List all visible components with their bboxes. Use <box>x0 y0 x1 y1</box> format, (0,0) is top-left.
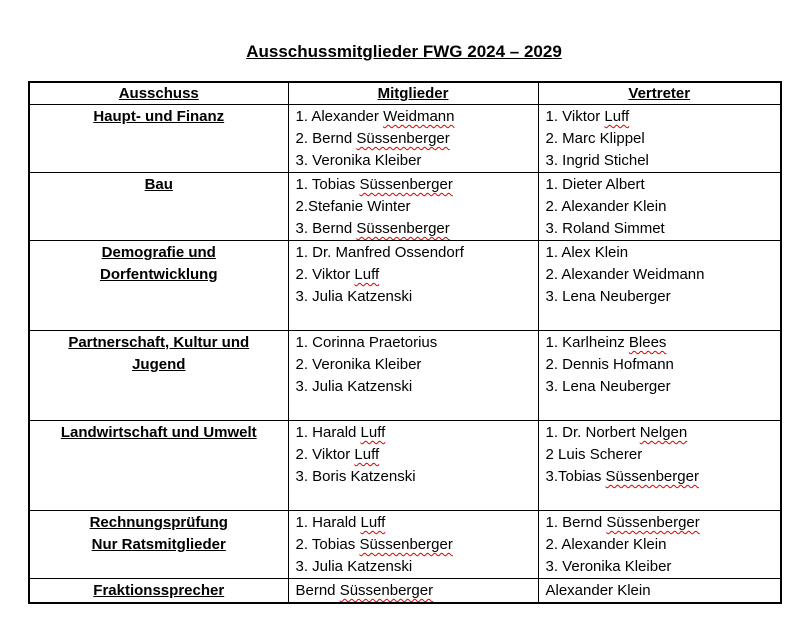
ausschuss-label: Dorfentwicklung <box>99 266 218 283</box>
ausschuss-cell <box>29 579 288 604</box>
member-name-text: 1. Alexander <box>295 108 384 125</box>
column-header-ausschuss: Ausschuss <box>29 82 288 105</box>
mitglieder-cell <box>288 421 538 511</box>
member-name-text: 3. Julia Katzenski <box>295 288 413 305</box>
vertreter-cell <box>538 511 781 579</box>
member-name-text: 3. Julia Katzenski <box>295 378 413 395</box>
ausschuss-cell <box>29 241 288 331</box>
member-name-text: 2. Viktor <box>295 266 355 283</box>
member-line <box>546 376 777 398</box>
misspelled-word: Süssenberger <box>356 130 450 147</box>
misspelled-word: Luff <box>354 446 380 463</box>
member-line <box>546 196 777 218</box>
member-line <box>546 106 777 128</box>
ausschuss-line <box>30 422 288 444</box>
member-line <box>296 286 534 308</box>
misspelled-word: Süssenberger <box>359 536 453 553</box>
ausschuss-label: Haupt- und Finanz <box>93 108 225 125</box>
member-line <box>546 128 777 150</box>
member-line <box>296 308 534 330</box>
member-name-text: 3. Bernd <box>295 220 357 237</box>
table-body <box>29 105 781 604</box>
member-line <box>296 150 534 172</box>
ausschuss-line <box>30 174 288 196</box>
misspelled-word: Luff <box>360 424 386 441</box>
member-line <box>296 242 534 264</box>
member-line <box>296 556 534 578</box>
table-row <box>29 579 781 604</box>
member-name-text: Alexander Klein <box>545 582 651 599</box>
member-line <box>296 128 534 150</box>
ausschuss-label: Partnerschaft, Kultur und <box>68 334 250 351</box>
misspelled-word: Luff <box>360 514 386 531</box>
ausschuss-cell <box>29 173 288 241</box>
member-name-text: 3. Roland Simmet <box>545 220 665 237</box>
member-name-text: 3. Lena Neuberger <box>545 378 671 395</box>
member-name-text: 2. Viktor <box>295 446 355 463</box>
member-name-text: 2. Alexander Klein <box>545 536 667 553</box>
member-name-text: 1. Dr. Norbert <box>545 424 640 441</box>
mitglieder-cell <box>288 579 538 604</box>
ausschuss-label: Jugend <box>132 356 186 373</box>
ausschuss-label: Demografie und <box>101 244 216 261</box>
member-line <box>296 580 534 602</box>
ausschuss-label: Bau <box>144 176 173 193</box>
page-title: Ausschussmitglieder FWG 2024 – 2029 <box>246 42 562 61</box>
member-line <box>546 150 777 172</box>
mitglieder-cell <box>288 173 538 241</box>
member-name-text: 2. Bernd <box>295 130 357 147</box>
ausschuss-line <box>30 106 288 128</box>
misspelled-word: Süssenberger <box>339 582 434 599</box>
committee-table <box>28 81 782 604</box>
ausschuss-label: Rechnungsprüfung <box>89 514 228 531</box>
column-header-mitglieder: Mitglieder <box>288 82 538 105</box>
vertreter-cell <box>538 105 781 173</box>
table-row <box>29 241 781 331</box>
member-name-text: 1. Harald <box>295 424 361 441</box>
ausschuss-line <box>30 354 288 376</box>
member-line <box>296 264 534 286</box>
member-line <box>546 512 777 534</box>
member-line <box>296 354 534 376</box>
member-name-text: 1. Viktor <box>545 108 605 125</box>
member-name-text: 2. Dennis Hofmann <box>545 356 674 373</box>
member-line <box>546 534 777 556</box>
member-name-text: 3. Julia Katzenski <box>295 558 413 575</box>
ausschuss-line <box>30 264 288 286</box>
member-name-text: 3. Veronika Kleiber <box>295 152 422 169</box>
member-name-text: 3. Ingrid Stichel <box>545 152 649 169</box>
ausschuss-label: Fraktionssprecher <box>93 582 225 599</box>
member-name-text: 2. Tobias <box>295 536 360 553</box>
table-row <box>29 421 781 511</box>
vertreter-cell <box>538 331 781 421</box>
ausschuss-line <box>30 580 288 602</box>
member-name-text: 3. Boris Katzenski <box>295 468 416 485</box>
member-line <box>296 376 534 398</box>
column-header-vertreter: Vertreter <box>538 82 781 105</box>
mitglieder-cell <box>288 241 538 331</box>
table-row <box>29 105 781 173</box>
member-name-text: 3.Tobias <box>545 468 606 485</box>
member-name-text: 2.Stefanie Winter <box>295 198 411 215</box>
member-name-text: 2 Luis Scherer <box>545 446 643 463</box>
ausschuss-line <box>30 512 288 534</box>
member-line <box>546 218 777 240</box>
member-line <box>296 106 534 128</box>
member-line <box>296 398 534 420</box>
member-line <box>546 466 777 488</box>
member-name-text: 1. Karlheinz <box>545 334 629 351</box>
member-line <box>296 218 534 240</box>
member-name-text: 3. Lena Neuberger <box>545 288 671 305</box>
member-name-text: 1. Bernd <box>545 514 607 531</box>
member-line <box>296 444 534 466</box>
ausschuss-cell <box>29 511 288 579</box>
member-name-text: 1. Dr. Manfred Ossendorf <box>295 244 464 261</box>
ausschuss-label: Nur Ratsmitglieder <box>91 536 226 553</box>
member-line <box>296 488 534 510</box>
misspelled-word: Weidmann <box>383 108 455 125</box>
header-row <box>29 82 781 105</box>
member-name-text: 2. Veronika Kleiber <box>295 356 422 373</box>
mitglieder-cell <box>288 105 538 173</box>
member-line <box>546 264 777 286</box>
member-name-text: 2. Marc Klippel <box>545 130 645 147</box>
ausschuss-cell <box>29 331 288 421</box>
member-line <box>546 332 777 354</box>
misspelled-word: Süssenberger <box>356 220 450 237</box>
ausschuss-cell <box>29 105 288 173</box>
misspelled-word: Blees <box>628 334 667 351</box>
ausschuss-line <box>30 332 288 354</box>
member-line <box>296 174 534 196</box>
member-line <box>546 286 777 308</box>
member-line <box>546 242 777 264</box>
member-line <box>546 580 777 602</box>
mitglieder-cell <box>288 511 538 579</box>
member-line <box>546 444 777 466</box>
member-name-text: Bernd <box>295 582 340 599</box>
vertreter-cell <box>538 241 781 331</box>
table-row <box>29 511 781 579</box>
member-line <box>296 534 534 556</box>
member-name-text: 2. Alexander Klein <box>545 198 667 215</box>
ausschuss-label: Landwirtschaft und Umwelt <box>60 424 257 441</box>
misspelled-word: Luff <box>354 266 380 283</box>
table-row <box>29 173 781 241</box>
member-line <box>546 422 777 444</box>
ausschuss-cell <box>29 421 288 511</box>
ausschuss-line <box>30 242 288 264</box>
member-line <box>546 354 777 376</box>
vertreter-cell <box>538 421 781 511</box>
member-line <box>546 556 777 578</box>
misspelled-word: Süssenberger <box>359 176 453 193</box>
misspelled-word: Luff <box>604 108 630 125</box>
member-name-text: 1. Alex Klein <box>545 244 629 261</box>
misspelled-word: Süssenberger <box>605 468 699 485</box>
table-row <box>29 331 781 421</box>
member-line <box>296 512 534 534</box>
member-name-text: 1. Corinna Praetorius <box>295 334 438 351</box>
member-name-text: 2. Alexander Weidmann <box>545 266 705 283</box>
member-name-text: 1. Dieter Albert <box>545 176 645 193</box>
member-line <box>296 332 534 354</box>
misspelled-word: Nelgen <box>639 424 688 441</box>
vertreter-cell <box>538 173 781 241</box>
member-name-text: 1. Harald <box>295 514 361 531</box>
mitglieder-cell <box>288 331 538 421</box>
member-line <box>296 422 534 444</box>
member-line <box>546 174 777 196</box>
vertreter-cell <box>538 579 781 604</box>
member-line <box>296 466 534 488</box>
member-name-text: 1. Tobias <box>295 176 360 193</box>
member-name-text: 3. Veronika Kleiber <box>545 558 672 575</box>
ausschuss-line <box>30 534 288 556</box>
member-line <box>296 196 534 218</box>
misspelled-word: Süssenberger <box>606 514 700 531</box>
